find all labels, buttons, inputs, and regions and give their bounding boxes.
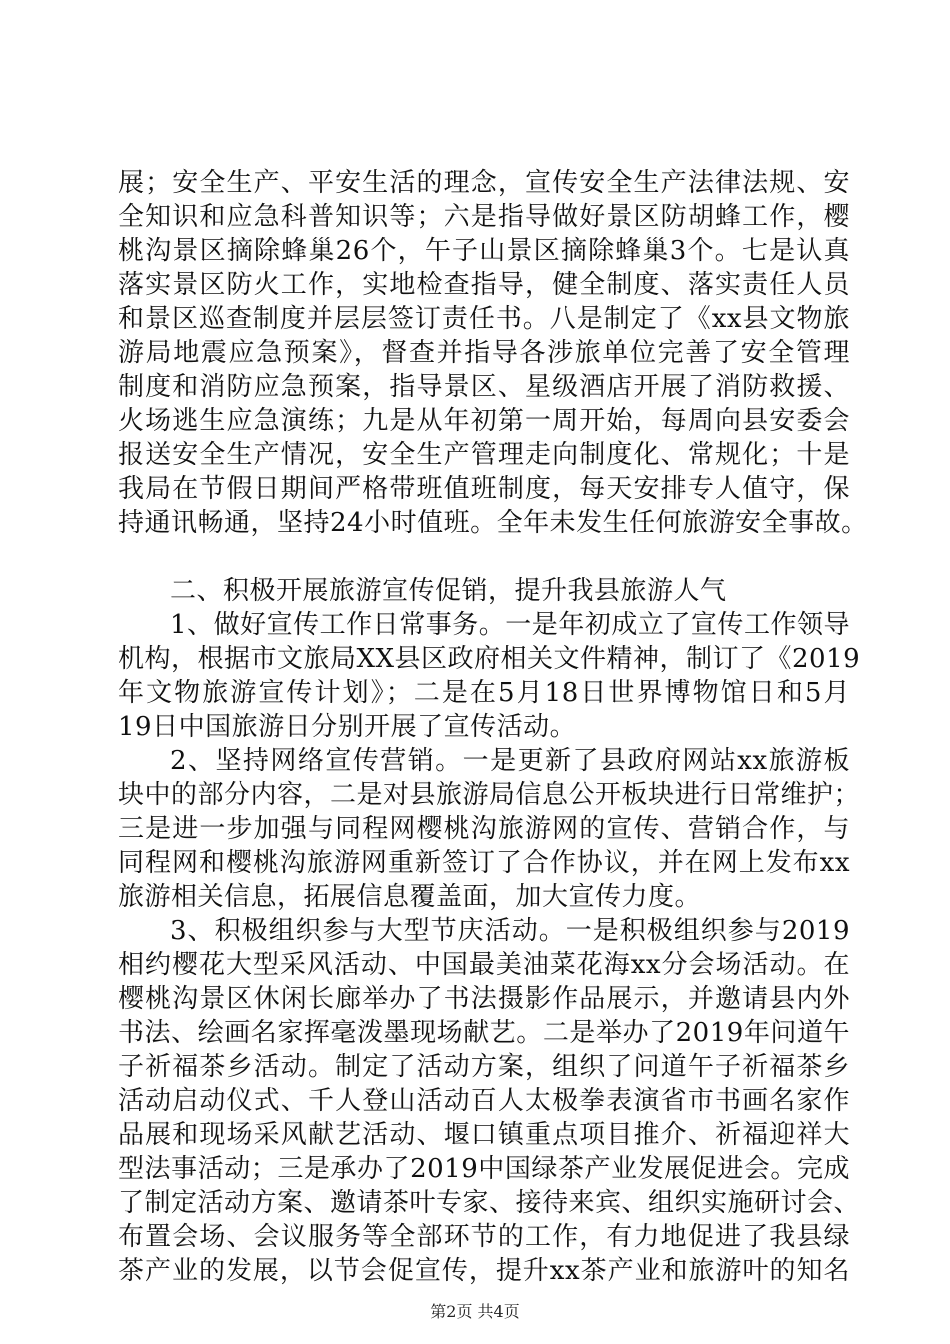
text-line: 全知识和应急科普知识等；六是指导做好景区防胡蜂工作，樱 (118, 202, 850, 232)
text-line: 樱桃沟景区休闲长廊举办了书法摄影作品展示，并邀请县内外 (118, 984, 850, 1014)
paragraph-gap (118, 540, 850, 574)
text-line: 年文物旅游宣传计划》；二是在5月18日世界博物馆日和5月 (118, 678, 850, 708)
page-footer (0, 1302, 950, 1322)
text-line: 机构，根据市文旅局XX县区政府相关文件精神，制订了《2019 (118, 644, 861, 674)
text-line: 报送安全生产情况，安全生产管理走向制度化、常规化；十是 (118, 440, 850, 470)
text-line: 品展和现场采风献艺活动、堰口镇重点项目推介、祈福迎祥大 (118, 1120, 850, 1150)
text-line: 3、积极组织参与大型节庆活动。一是积极组织参与2019 (170, 916, 850, 946)
text-line: 1、做好宣传工作日常事务。一是年初成立了宣传工作领导 (170, 610, 850, 640)
text-line: 落实景区防火工作，实地检查指导，健全制度、落实责任人员 (118, 270, 850, 300)
text-line: 持通讯畅通，坚持24小时值班。全年未发生任何旅游安全事故。 (118, 508, 868, 538)
text-line: 了制定活动方案、邀请茶叶专家、接待来宾、组织实施研讨会、 (118, 1188, 861, 1218)
text-line: 块中的部分内容，二是对县旅游局信息公开板块进行日常维护； (118, 780, 861, 810)
document-body (118, 166, 868, 1288)
text-line: 活动启动仪式、千人登山活动百人太极拳表演省市书画名家作 (118, 1086, 850, 1116)
text-line: 三是进一步加强与同程网樱桃沟旅游网的宣传、营销合作，与 (118, 814, 850, 844)
text-line: 和景区巡查制度并层层签订责任书。八是制定了《xx县文物旅 (118, 304, 850, 334)
paragraph-festival-events (118, 914, 861, 1288)
paragraph-online-marketing (118, 744, 861, 914)
text-line: 同程网和樱桃沟旅游网重新签订了合作协议，并在网上发布xx (118, 848, 850, 878)
paragraph-safety (118, 166, 868, 540)
text-line: 相约樱花大型采风活动、中国最美油菜花海xx分会场活动。在 (118, 950, 850, 980)
text-line: 火场逃生应急演练；九是从年初第一周开始，每周向县安委会 (118, 406, 850, 436)
text-line: 型法事活动；三是承办了2019中国绿茶产业发展促进会。完成 (118, 1154, 850, 1184)
section-heading (118, 574, 850, 608)
text-line: 布置会场、会议服务等全部环节的工作，有力地促进了我县绿 (118, 1222, 850, 1252)
text-line: 桃沟景区摘除蜂巢26个，午子山景区摘除蜂巢3个。七是认真 (118, 236, 850, 266)
text-line: 展；安全生产、平安生活的理念，宣传安全生产法律法规、安 (118, 168, 850, 198)
text-line: 2、坚持网络宣传营销。一是更新了县政府网站xx旅游板 (170, 746, 850, 776)
page-number: 第2页 共4页 (430, 1302, 520, 1321)
text-line: 19日中国旅游日分别开展了宣传活动。 (118, 712, 577, 742)
text-line: 旅游相关信息，拓展信息覆盖面，加大宣传力度。 (118, 882, 702, 912)
text-line: 游局地震应急预案》，督查并指导各涉旅单位完善了安全管理 (118, 338, 850, 368)
text-line: 书法、绘画名家挥毫泼墨现场献艺。二是举办了2019年问道午 (118, 1018, 850, 1048)
heading-text: 二、积极开展旅游宣传促销，提升我县旅游人气 (170, 576, 727, 606)
paragraph-publicity-routine (118, 608, 861, 744)
text-line: 我局在节假日期间严格带班值班制度，每天安排专人值守，保 (118, 474, 850, 504)
text-line: 子祈福茶乡活动。制定了活动方案，组织了问道午子祈福茶乡 (118, 1052, 850, 1082)
text-line: 茶产业的发展，以节会促宣传，提升xx茶产业和旅游叶的知名 (118, 1256, 850, 1286)
text-line: 制度和消防应急预案，指导景区、星级酒店开展了消防救援、 (118, 372, 850, 402)
